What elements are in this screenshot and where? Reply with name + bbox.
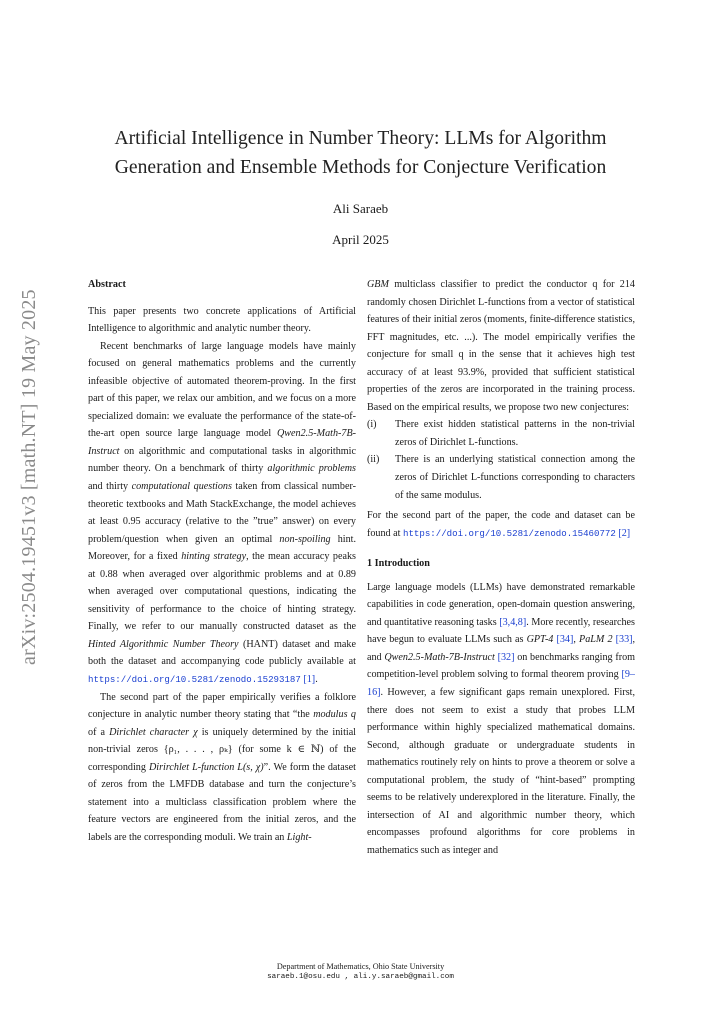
abstract-paragraph-2: Recent benchmarks of large language models have mainly focused on general mathematics problems and the currently infeasible objective of automated theorem-proving. In the first part of this paper, we relax our ambition, and we focus on a more specialized domain: we evaluate the performance of the state-of-the-art open source large language model Qwen2.5-Math-7B-Instruct on algorithmic and computational tasks in algorithmic number theory. On a benchmark of thirty algorithmic problems and thirty computational questions taken from classical number-theoretic textbooks and Math StackExchange, the model achieves at least 0.95 accuracy (relative to the ”true” answer) on every problem/question when given an optimal non-spoiling hint. Moreover, for a fixed hinting strategy, the mean accuracy peaks at 0.88 when averaged over algorithmic problems and at 0.89 when averaged over computational questions, indicating the sensitivity of performance to the choice of hinting strategy. Finally, we refer to our manually constructed dataset as the Hinted Algorithmic Number Theory (HANT) dataset and make both the dataset and accompanying code publicly available at https://doi.org/10.5281/zenodo.15293187 [1].: [88, 340, 357, 686]
citation-link[interactable]: [32]: [497, 651, 515, 663]
citation-link[interactable]: [1]: [303, 674, 316, 686]
title-line-2: Generation and Ensemble Methods for Conjecture Verification: [114, 157, 607, 178]
abstract-heading: Abstract: [88, 279, 126, 290]
abstract-paragraph-3: The second part of the paper empirically verifies a folklore conjecture in analytic number theory stating that “the modulus q of a Dirichlet character χ is uniquely determined by the initial non-trivial zeros {ρ₁, . . . , ρₖ} (for some k ∈ ℕ) of the corresponding Dirirchlet L-function L(s, χ)”. We form the dataset of zeros from the LMFDB database and turn the conjecture’s statement into a multiclass classification problem where the feature vectors are engineered from the initial zeros, and the labels are the corresponding moduli. We train an Light-: [88, 691, 356, 843]
abstract-continued: GBM multiclass classifier to predict the conductor q for 214 randomly chosen Dirichlet L-functions from a vector of statistical features of their initial zeros (moments, finite-difference statistics, FFT magnitudes, etc. ...). The model empirically verifies the conjecture for small q in the sense that it achieves high test accuracy of at least 93.9%, provided that sufficient statistical properties of the zeros are incorporated in the training process. Based on the empirical results, we propose two new conjectures:: [367, 279, 635, 413]
code-link[interactable]: https://doi.org/10.5281/zenodo.15460772: [403, 527, 616, 539]
abstract-paragraph-1: This paper presents two concrete applications of Artificial Intelligence to algorithmic and analytic number theory.: [88, 305, 356, 335]
conjecture-list: [367, 416, 635, 504]
citation-link[interactable]: [34]: [556, 634, 574, 646]
list-item: (i) There exist hidden statistical patterns in the non-trivial zeros of Dirichlet L-functions.: [367, 419, 635, 448]
section-heading-introduction: 1 Introduction: [367, 558, 430, 570]
title-line-1: Artificial Intelligence in Number Theory: LLMs for Algorithm: [114, 128, 607, 149]
date: April 2025: [332, 232, 389, 247]
email-addresses: saraeb.1@osu.edu , ali.y.saraeb@gmail.com: [267, 973, 454, 981]
dataset-link[interactable]: https://doi.org/10.5281/zenodo.15293187: [88, 674, 301, 686]
citation-link[interactable]: [33]: [615, 634, 633, 646]
right-column: [367, 276, 635, 860]
paper-title: [0, 124, 721, 182]
introduction-paragraph: Large language models (LLMs) have demonstrated remarkable capabilities in code generation, open-domain question answering, and quantitative reasoning tasks [3,4,8]. More recently, researches have begun to evaluate LLMs such as GPT-4 [34], PaLM 2 [33], and Qwen2.5-Math-7B-Instruct [32] on benchmarks ranging from competition-level problem solving to formal theorem proving [9–16]. However, a few significant gaps remain unexplored. First, there does not seem to exist a study that probes LLM performance within highly specialized mathematical domains. Second, although graduate or undergraduate students in mathematics routinely rely on hints to prove a theorem or solve a computational problem, the study of “hint-based” prompting seems to be relatively underexplored in the literature. Finally, the intersection of AI and algorithmic number theory, which encompasses profound algorithms for core problems in mathematics such as integer and: [367, 581, 636, 856]
footer: [0, 961, 721, 983]
left-column: [88, 276, 356, 847]
arxiv-stamp: arXiv:2504.19451v3 [math.NT] 19 May 2025: [18, 289, 40, 665]
author: Ali Saraeb: [332, 201, 389, 216]
citation-link[interactable]: [9–16]: [367, 669, 635, 699]
code-availability: For the second part of the paper, the code and dataset can be found at https://doi.org/10.5281/zenodo.15460772 [2]: [367, 510, 635, 539]
citation-link[interactable]: [3,4,8]: [499, 616, 527, 628]
list-item: (ii) There is an underlying statistical connection among the zeros of Dirichlet L-functions corresponding to characters of the same modulus.: [367, 454, 635, 501]
affiliation: Department of Mathematics, Ohio State University: [276, 962, 445, 971]
citation-link[interactable]: [2]: [618, 527, 631, 539]
